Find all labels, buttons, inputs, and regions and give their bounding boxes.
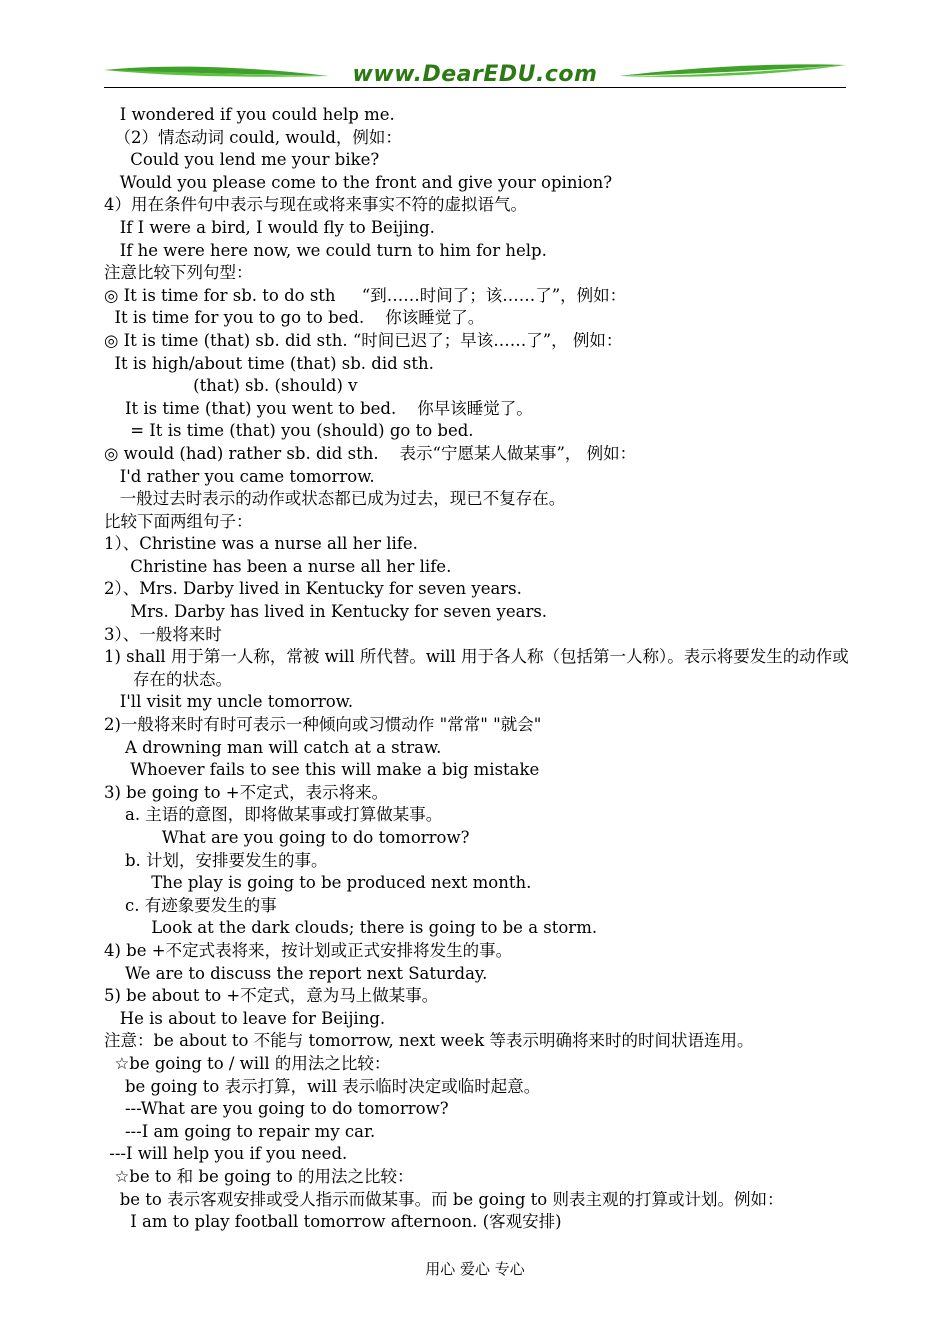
text-line: The play is going to be produced next month. bbox=[104, 873, 532, 893]
text-line: He is about to leave for Beijing. bbox=[104, 1008, 386, 1028]
text-line: 一般过去时表示的动作或状态都已成为过去，现已不复存在。 bbox=[104, 489, 566, 509]
text-line: 注意：be about to 不能与 tomorrow, next week 等表示明确将来时的时间状语连用。 bbox=[104, 1031, 754, 1051]
text-paragraph: 1) shall 用于第一人称，常被 will 所代替。will 用于各人称（包括第一人称）。表示将要发生的动作或存在的状态。 bbox=[104, 647, 849, 689]
text-line: 2）、Mrs. Darby lived in Kentucky for seven years. bbox=[104, 579, 522, 599]
text-line: I am to play football tomorrow afternoon. (客观安排) bbox=[104, 1212, 562, 1232]
text-line: be to 表示客观安排或受人指示而做某事。而 be going to 则表主观的打算或计划。例如： bbox=[104, 1189, 784, 1209]
text-line: （2）情态动词 could, would，例如： bbox=[104, 127, 402, 147]
text-line: It is time (that) you went to bed. 你早该睡觉了。 bbox=[104, 398, 533, 418]
text-line: ☆be going to / will 的用法之比较： bbox=[104, 1053, 391, 1073]
text-line: 3）、一般将来时 bbox=[104, 624, 222, 644]
page-footer: 用心 爱心 专心 bbox=[425, 1260, 525, 1278]
text-line: Could you lend me your bike? bbox=[104, 150, 380, 170]
text-line: I'll visit my uncle tomorrow. bbox=[104, 692, 354, 712]
text-line: be going to 表示打算，will 表示临时决定或临时起意。 bbox=[104, 1076, 541, 1096]
text-line: c. 有迹象要发生的事 bbox=[104, 895, 277, 915]
text-line: Would you please come to the front and give your opinion? bbox=[104, 172, 613, 192]
text-line: 2)一般将来时有时可表示一种倾向或习惯动作 "常常" "就会" bbox=[104, 715, 542, 735]
text-line: What are you going to do tomorrow? bbox=[104, 828, 470, 847]
text-line: We are to discuss the report next Saturday. bbox=[104, 963, 488, 983]
text-line: Mrs. Darby has lived in Kentucky for seven years. bbox=[104, 602, 548, 622]
text-line: If he were here now, we could turn to him for help. bbox=[104, 240, 547, 260]
text-line: Whoever fails to see this will make a big mistake bbox=[104, 760, 540, 780]
text-line: ◎ It is time (that) sb. did sth. “时间已迟了；早该……了”， 例如： bbox=[104, 330, 623, 350]
text-line: a. 主语的意图，即将做某事或打算做某事。 bbox=[104, 805, 443, 825]
text-line: I wondered if you could help me. bbox=[104, 105, 395, 124]
text-line: ☆be to 和 be going to 的用法之比较： bbox=[104, 1166, 414, 1186]
text-line: (that) sb. (should) v bbox=[104, 376, 358, 396]
text-line: 比较下面两组句子： bbox=[104, 511, 253, 531]
header-rule bbox=[104, 87, 846, 88]
text-line: = It is time (that) you (should) go to bed. bbox=[104, 421, 474, 441]
text-line: A drowning man will catch at a straw. bbox=[104, 737, 442, 757]
text-line: ---I am going to repair my car. bbox=[104, 1121, 376, 1141]
text-line: ---I will help you if you need. bbox=[104, 1144, 348, 1164]
document-body bbox=[104, 104, 852, 1234]
text-line: It is time for you to go to bed. 你该睡觉了。 bbox=[104, 308, 485, 328]
text-line: ◎ would (had) rather sb. did sth. 表示“宁愿某人做某事”， 例如： bbox=[104, 443, 637, 463]
text-line: I'd rather you came tomorrow. bbox=[104, 466, 375, 486]
text-line: 4）用在条件句中表示与现在或将来事实不符的虚拟语气。 bbox=[104, 195, 527, 215]
text-line: 注意比较下列句型： bbox=[104, 263, 253, 283]
text-line: 3) be going to +不定式，表示将来。 bbox=[104, 782, 389, 802]
text-line: b. 计划，安排要发生的事。 bbox=[104, 850, 328, 870]
text-line: 1）、Christine was a nurse all her life. bbox=[104, 534, 418, 554]
text-line: It is high/about time (that) sb. did sth. bbox=[104, 353, 434, 373]
text-line: 5) be about to +不定式，意为马上做某事。 bbox=[104, 986, 439, 1006]
text-line: Look at the dark clouds; there is going to be a storm. bbox=[104, 918, 598, 938]
header-banner bbox=[104, 60, 846, 90]
text-line: 4) be +不定式表将来，按计划或正式安排将发生的事。 bbox=[104, 940, 513, 960]
text-line: Christine has been a nurse all her life. bbox=[104, 556, 452, 576]
text-line: ◎ It is time for sb. to do sth “到……时间了；该……了”，例如： bbox=[104, 285, 627, 305]
site-logo-text: www.DearEDU.com bbox=[352, 62, 598, 87]
text-line: If I were a bird, I would fly to Beijing. bbox=[104, 217, 435, 237]
text-line: ---What are you going to do tomorrow? bbox=[104, 1099, 449, 1119]
